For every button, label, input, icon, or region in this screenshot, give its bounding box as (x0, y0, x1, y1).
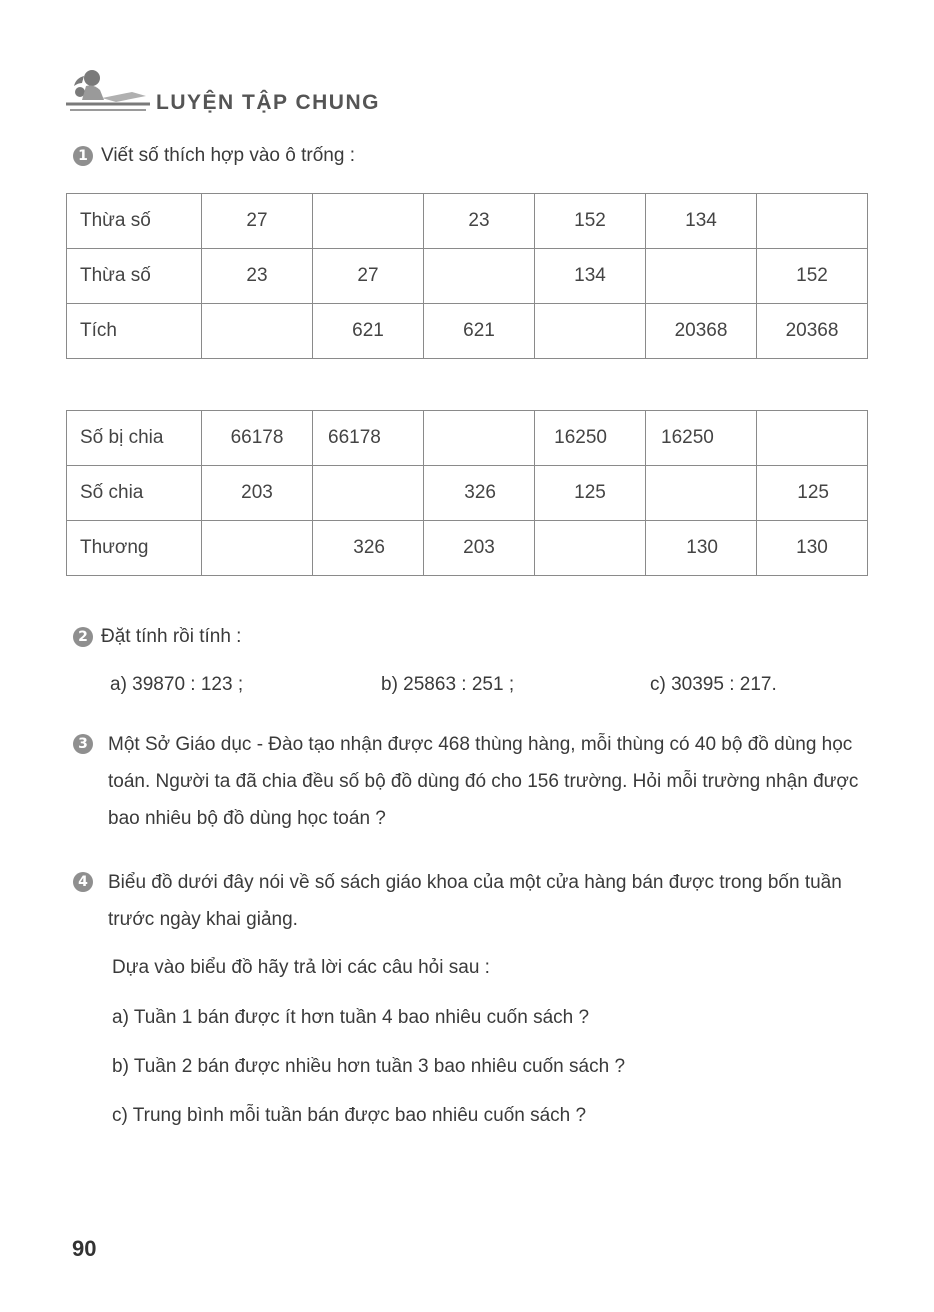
table-cell (757, 194, 868, 249)
table-cell: 125 (535, 466, 646, 521)
row-label: Số chia (67, 466, 202, 521)
table-cell: 203 (424, 521, 535, 576)
table-cell: 16250 (646, 411, 757, 466)
table-cell (757, 411, 868, 466)
table-cell: 125 (757, 466, 868, 521)
exercise-2-c: c) 30395 : 217. (650, 674, 777, 695)
exercise-2-a: a) 39870 : 123 ; (110, 674, 244, 695)
table-cell (424, 249, 535, 304)
table-cell (535, 521, 646, 576)
table-cell (646, 466, 757, 521)
table-cell (202, 304, 313, 359)
table-cell (313, 194, 424, 249)
row-label: Tích (67, 304, 202, 359)
table-cell: 20368 (757, 304, 868, 359)
table-row (67, 304, 868, 359)
row-label: Số bị chia (67, 411, 202, 466)
instruction-text: Viết số thích hợp vào ô trống : (101, 145, 355, 166)
table-cell: 152 (535, 194, 646, 249)
multiplication-table (66, 193, 868, 359)
exercise-number-badge: 2 (73, 627, 93, 647)
table-row (67, 194, 868, 249)
table-cell: 326 (424, 466, 535, 521)
table-cell: 130 (646, 521, 757, 576)
exercise-number-badge: 3 (73, 734, 93, 754)
instruction-text: Đặt tính rồi tính : (101, 626, 242, 647)
row-label: Thừa số (67, 249, 202, 304)
table-cell: 66178 (313, 411, 424, 466)
exercise-4-prompt: Dựa vào biểu đồ hãy trả lời các câu hỏi sau : (112, 957, 490, 978)
table-cell: 621 (424, 304, 535, 359)
table-cell: 203 (202, 466, 313, 521)
table-cell: 23 (202, 249, 313, 304)
table-cell (313, 466, 424, 521)
page-title: LUYỆN TẬP CHUNG (156, 91, 380, 114)
division-table (66, 410, 868, 576)
table-cell: 27 (202, 194, 313, 249)
table-cell: 16250 (535, 411, 646, 466)
table-cell (535, 304, 646, 359)
table-row (67, 466, 868, 521)
table-cell (646, 249, 757, 304)
row-label: Thương (67, 521, 202, 576)
exercise-number-badge: 1 (73, 146, 93, 166)
reading-girl-icon (66, 64, 150, 120)
exercise-1-instruction (73, 145, 355, 167)
table-cell: 20368 (646, 304, 757, 359)
exercise-number-badge: 4 (73, 872, 93, 892)
exercise-4-text: Biểu đồ dưới đây nói về số sách giáo khoa của một cửa hàng bán được trong bốn tuần trước ngày khai giảng. (108, 872, 842, 930)
exercise-2-b: b) 25863 : 251 ; (381, 674, 515, 695)
exercise-4-question-b: b) Tuần 2 bán được nhiều hơn tuần 3 bao nhiêu cuốn sách ? (112, 1056, 626, 1077)
exercise-4-badge-wrap (73, 871, 101, 893)
table-cell: 130 (757, 521, 868, 576)
table-row (67, 411, 868, 466)
table-cell: 66178 (202, 411, 313, 466)
table-cell: 134 (646, 194, 757, 249)
table-cell (424, 411, 535, 466)
exercise-4-question-c: c) Trung bình mỗi tuần bán được bao nhiêu cuốn sách ? (112, 1105, 587, 1126)
table-cell (202, 521, 313, 576)
page-number: 90 (72, 1236, 97, 1261)
row-label: Thừa số (67, 194, 202, 249)
table-cell: 621 (313, 304, 424, 359)
table-cell: 134 (535, 249, 646, 304)
exercise-3-badge-wrap (73, 733, 101, 755)
table-row (67, 249, 868, 304)
table-cell: 23 (424, 194, 535, 249)
table-cell: 326 (313, 521, 424, 576)
exercise-2-instruction (73, 626, 241, 648)
table-cell: 152 (757, 249, 868, 304)
table-row (67, 521, 868, 576)
table-cell: 27 (313, 249, 424, 304)
exercise-3-text: Một Sở Giáo dục - Đào tạo nhận được 468 thùng hàng, mỗi thùng có 40 bộ đồ dùng học toán. Người ta đã chia đều số bộ đồ dùng đó cho 156 trường. Hỏi mỗi trường nhận được bao nhiêu bộ đồ dùng học toán ? (108, 734, 859, 829)
exercise-4-question-a: a) Tuần 1 bán được ít hơn tuần 4 bao nhiêu cuốn sách ? (112, 1007, 590, 1028)
